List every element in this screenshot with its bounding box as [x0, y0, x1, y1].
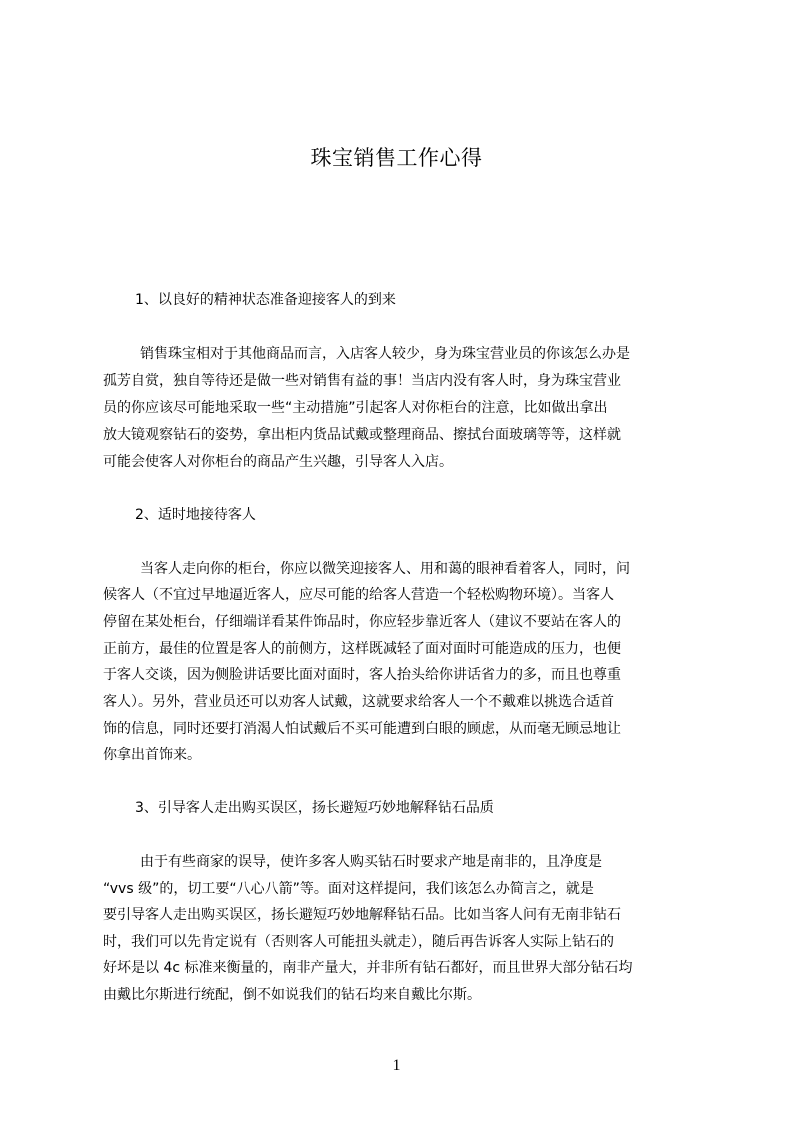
paragraph-line: 你拿出首饰来。: [103, 747, 201, 763]
paragraph-line: 放大镜观察钻石的姿势，拿出柜内货品试戴或整理商品、擦拭台面玻璃等等，这样就: [103, 427, 621, 443]
paragraph-line: 好坏是以 4c 标准来衡量的，南非产量大，并非所有钻石都好，而且世界大部分钻石均: [103, 960, 633, 976]
paragraph-line: 要引导客人走出购买误区，扬长避短巧妙地解释钻石品。比如当客人问有无南非钻石: [103, 907, 621, 923]
section-heading-3: 3、引导客人走出购买误区，扬长避短巧妙地解释钻石品质: [135, 800, 494, 816]
page-number: 1: [392, 1057, 401, 1074]
paragraph-line: 由戴比尔斯进行统配，倒不如说我们的钻石均来自戴比尔斯。: [103, 987, 481, 1003]
paragraph-line: 候客人（不宜过早地逼近客人，应尽可能的给客人营造一个轻松购物环境）。当客人: [103, 587, 614, 603]
paragraph-line: 于客人交谈，因为侧脸讲话要比面对面时，客人抬头给你讲话省力的多，而且也尊重: [103, 667, 621, 683]
section-heading-2: 2、适时地接待客人: [135, 507, 256, 523]
paragraph-line: 客人）。另外，营业员还可以劝客人试戴，这就要求给客人一个不戴难以挑选合适首: [103, 694, 614, 710]
paragraph-line: “vvs 级”的，切工要“八心八箭”等。面对这样提问，我们该怎么办简言之，就是: [103, 881, 594, 897]
paragraph-line: 由于有些商家的误导，使许多客人购买钻石时要求产地是南非的，且净度是: [140, 854, 602, 870]
section-heading-1: 1、以良好的精神状态准备迎接客人的到来: [135, 292, 396, 308]
paragraph-line: 销售珠宝相对于其他商品而言，入店客人较少，身为珠宝营业员的你该怎么办是: [140, 346, 630, 362]
document-title: 珠宝销售工作心得: [310, 146, 483, 170]
paragraph-line: 饰的信息，同时还要打消渴人怕试戴后不买可能遭到白眼的顾虑，从而毫无顾忌地让: [103, 721, 621, 737]
paragraph-line: 孤芳自赏，独自等待还是做一些对销售有益的事！当店内没有客人时，身为珠宝营业: [103, 373, 621, 389]
paragraph-line: 正前方，最佳的位置是客人的前侧方，这样既减轻了面对面时可能造成的压力，也便: [103, 641, 621, 657]
paragraph-line: 停留在某处柜台，仔细端详看某件饰品时，你应轻步靠近客人（建议不要站在客人的: [103, 614, 621, 630]
paragraph-line: 可能会使客人对你柜台的商品产生兴趣，引导客人入店。: [103, 454, 453, 470]
paragraph-line: 当客人走向你的柜台，你应以微笑迎接客人、用和蔼的眼神看着客人，同时，问: [140, 561, 630, 577]
paragraph-line: 时，我们可以先肯定说有（否则客人可能扭头就走），随后再告诉客人实际上钻石的: [103, 934, 614, 950]
paragraph-line: 员的你应该尽可能地采取一些“主动措施”引起客人对你柜台的注意，比如做出拿出: [103, 400, 608, 416]
